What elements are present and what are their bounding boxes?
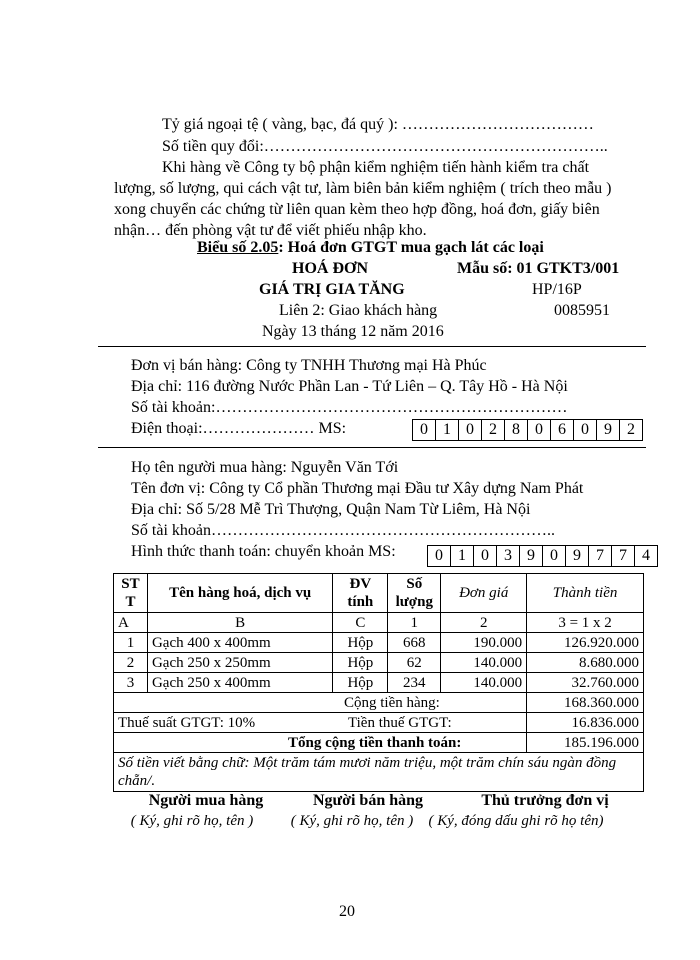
copy-label: Liên 2: Giao khách hàng xyxy=(279,302,438,319)
divider xyxy=(98,447,646,448)
invoice-table xyxy=(113,573,644,792)
row-amount: 126.920.000 xyxy=(527,633,644,653)
column-code-row xyxy=(114,613,644,633)
tax-digit: 0 xyxy=(527,420,550,440)
row-item-name: Gạch 400 x 400mm xyxy=(147,633,332,653)
table-row xyxy=(114,633,644,653)
row-amount: 32.760.000 xyxy=(527,673,644,693)
buyer-company: Tên đơn vị: Công ty Cổ phần Thương mại Đầu tư Xây dựng Nam Phát xyxy=(131,480,584,497)
header-unit-price: Đơn giá xyxy=(441,574,527,613)
column-code: 2 xyxy=(441,613,527,633)
tax-digit: 9 xyxy=(565,546,588,566)
figure-caption xyxy=(197,238,544,258)
invoice-date: Ngày 13 tháng 12 năm 2016 xyxy=(262,323,444,340)
tax-digit: 0 xyxy=(573,420,596,440)
subtotal-value: 168.360.000 xyxy=(527,693,644,713)
signature-role-seller: Người bán hàng xyxy=(312,792,424,809)
total-row xyxy=(114,733,644,753)
converted-amount-line: Số tiền quy đổi:……………………………………………………….. xyxy=(162,138,608,155)
row-quantity: 234 xyxy=(388,673,441,693)
tax-digit: 2 xyxy=(481,420,504,440)
amount-in-words-row xyxy=(114,753,644,792)
row-unit-price: 140.000 xyxy=(441,673,527,693)
amount-in-words: Số tiền viết bằng chữ: Một trăm tám mươi năm triệu, một trăm chín sáu ngàn đồng chẵn/. xyxy=(114,753,644,792)
subtotal-row xyxy=(114,693,644,713)
form-number: Mẫu số: 01 GTKT3/001 xyxy=(457,260,620,277)
tax-digit: 0 xyxy=(473,546,496,566)
seller-phone: Điện thoại:………………… MS: xyxy=(131,420,347,437)
column-code: 3 = 1 x 2 xyxy=(527,613,644,633)
row-unit: Hộp xyxy=(333,673,388,693)
paragraph-line-4: nhận… đến phòng vật tư để viết phiếu nhập kho. xyxy=(114,222,427,239)
row-unit-price: 190.000 xyxy=(441,633,527,653)
tax-digit: 9 xyxy=(596,420,619,440)
table-row xyxy=(114,673,644,693)
row-unit: Hộp xyxy=(333,633,388,653)
tax-digit: 8 xyxy=(504,420,527,440)
caption-text: : Hoá đơn GTGT mua gạch lát các loại xyxy=(278,239,544,256)
total-value: 185.196.000 xyxy=(527,733,644,753)
column-code: 1 xyxy=(388,613,441,633)
vat-rate: Thuế suất GTGT: 10% xyxy=(118,714,256,731)
vat-label: Tiền thuế GTGT: xyxy=(348,714,452,731)
tax-digit: 0 xyxy=(435,547,443,564)
total-label: Tổng cộng tiền thanh toán: xyxy=(114,733,527,753)
buyer-account: Số tài khoản……………………………………………………….. xyxy=(131,522,555,539)
paragraph-line-2: lượng, số lượng, qui cách vật tư, làm biên bản kiểm nghiệm ( trích theo mẫu ) xyxy=(114,180,612,197)
table-header-row xyxy=(114,574,644,613)
signature-note-director: ( Ký, đóng dấu ghi rõ họ tên) xyxy=(428,813,604,829)
column-code: B xyxy=(147,613,332,633)
seller-account: Số tài khoản:………………………………………………………… xyxy=(131,399,568,416)
header-quantity: Số lượng xyxy=(388,574,441,613)
table-row xyxy=(114,653,644,673)
page-number: 20 xyxy=(339,903,355,920)
buyer-person: Họ tên người mua hàng: Nguyễn Văn Tới xyxy=(131,459,399,476)
tax-digit: 9 xyxy=(519,546,542,566)
seller-address: Địa chỉ: 116 đường Nước Phần Lan - Tứ Liên – Q. Tây Hồ - Hà Nội xyxy=(131,378,568,395)
row-quantity: 668 xyxy=(388,633,441,653)
subtotal-label: Cộng tiền hàng: xyxy=(114,693,527,713)
tax-digit: 0 xyxy=(458,420,481,440)
tax-digit: 1 xyxy=(435,420,458,440)
vat-row xyxy=(114,713,644,733)
tax-digit: 1 xyxy=(450,546,473,566)
tax-digit: 0 xyxy=(420,421,428,438)
header-amount: Thành tiền xyxy=(527,574,644,613)
exchange-rate-line: Tỷ giá ngoại tệ ( vàng, bạc, đá quý ): ……………………………… xyxy=(162,116,594,133)
row-quantity: 62 xyxy=(388,653,441,673)
payment-method: Hình thức thanh toán: chuyển khoản MS: xyxy=(131,543,396,560)
tax-digit: 7 xyxy=(611,546,634,566)
invoice-subtitle: GIÁ TRỊ GIA TĂNG xyxy=(259,281,405,298)
tax-digit: 4 xyxy=(634,546,657,566)
vat-value: 16.836.000 xyxy=(527,713,644,733)
vat-cell xyxy=(114,713,527,733)
signature-role-director: Thủ trưởng đơn vị xyxy=(481,792,609,809)
buyer-address: Địa chỉ: Số 5/28 Mễ Trì Thượng, Quận Nam Từ Liêm, Hà Nội xyxy=(131,501,531,518)
paragraph-line-3: xong chuyển các chứng từ liên quan kèm theo hợp đồng, hoá đơn, giấy biên xyxy=(114,201,600,218)
signature-role-buyer: Người mua hàng xyxy=(148,792,264,809)
tax-digit: 7 xyxy=(588,546,611,566)
row-stt: 1 xyxy=(114,633,148,653)
buyer-tax-code xyxy=(427,545,658,567)
seller-name: Đơn vị bán hàng: Công ty TNHH Thương mại Hà Phúc xyxy=(131,357,487,374)
row-amount: 8.680.000 xyxy=(527,653,644,673)
signature-note-seller: ( Ký, ghi rõ họ, tên ) xyxy=(290,813,414,829)
tax-digit: 0 xyxy=(542,546,565,566)
invoice-series: HP/16P xyxy=(532,281,582,298)
header-item-name: Tên hàng hoá, dịch vụ xyxy=(147,574,332,613)
column-code: C xyxy=(333,613,388,633)
row-unit: Hộp xyxy=(333,653,388,673)
caption-label: Biểu số 2.05 xyxy=(197,239,279,256)
tax-digit: 3 xyxy=(496,546,519,566)
divider xyxy=(98,346,646,347)
column-code: A xyxy=(114,613,148,633)
header-stt: ST T xyxy=(114,574,148,613)
paragraph-line-1: Khi hàng về Công ty bộ phận kiểm nghiệm tiến hành kiểm tra chất xyxy=(162,159,590,176)
row-stt: 2 xyxy=(114,653,148,673)
invoice-number: 0085951 xyxy=(554,302,610,319)
row-unit-price: 140.000 xyxy=(441,653,527,673)
header-unit: ĐV tính xyxy=(333,574,388,613)
tax-digit: 2 xyxy=(619,420,642,440)
tax-digit: 6 xyxy=(550,420,573,440)
seller-tax-code xyxy=(412,419,643,441)
invoice-title: HOÁ ĐƠN xyxy=(292,260,368,277)
signature-note-buyer: ( Ký, ghi rõ họ, tên ) xyxy=(130,813,254,829)
row-stt: 3 xyxy=(114,673,148,693)
row-item-name: Gạch 250 x 250mm xyxy=(147,653,332,673)
row-item-name: Gạch 250 x 400mm xyxy=(147,673,332,693)
